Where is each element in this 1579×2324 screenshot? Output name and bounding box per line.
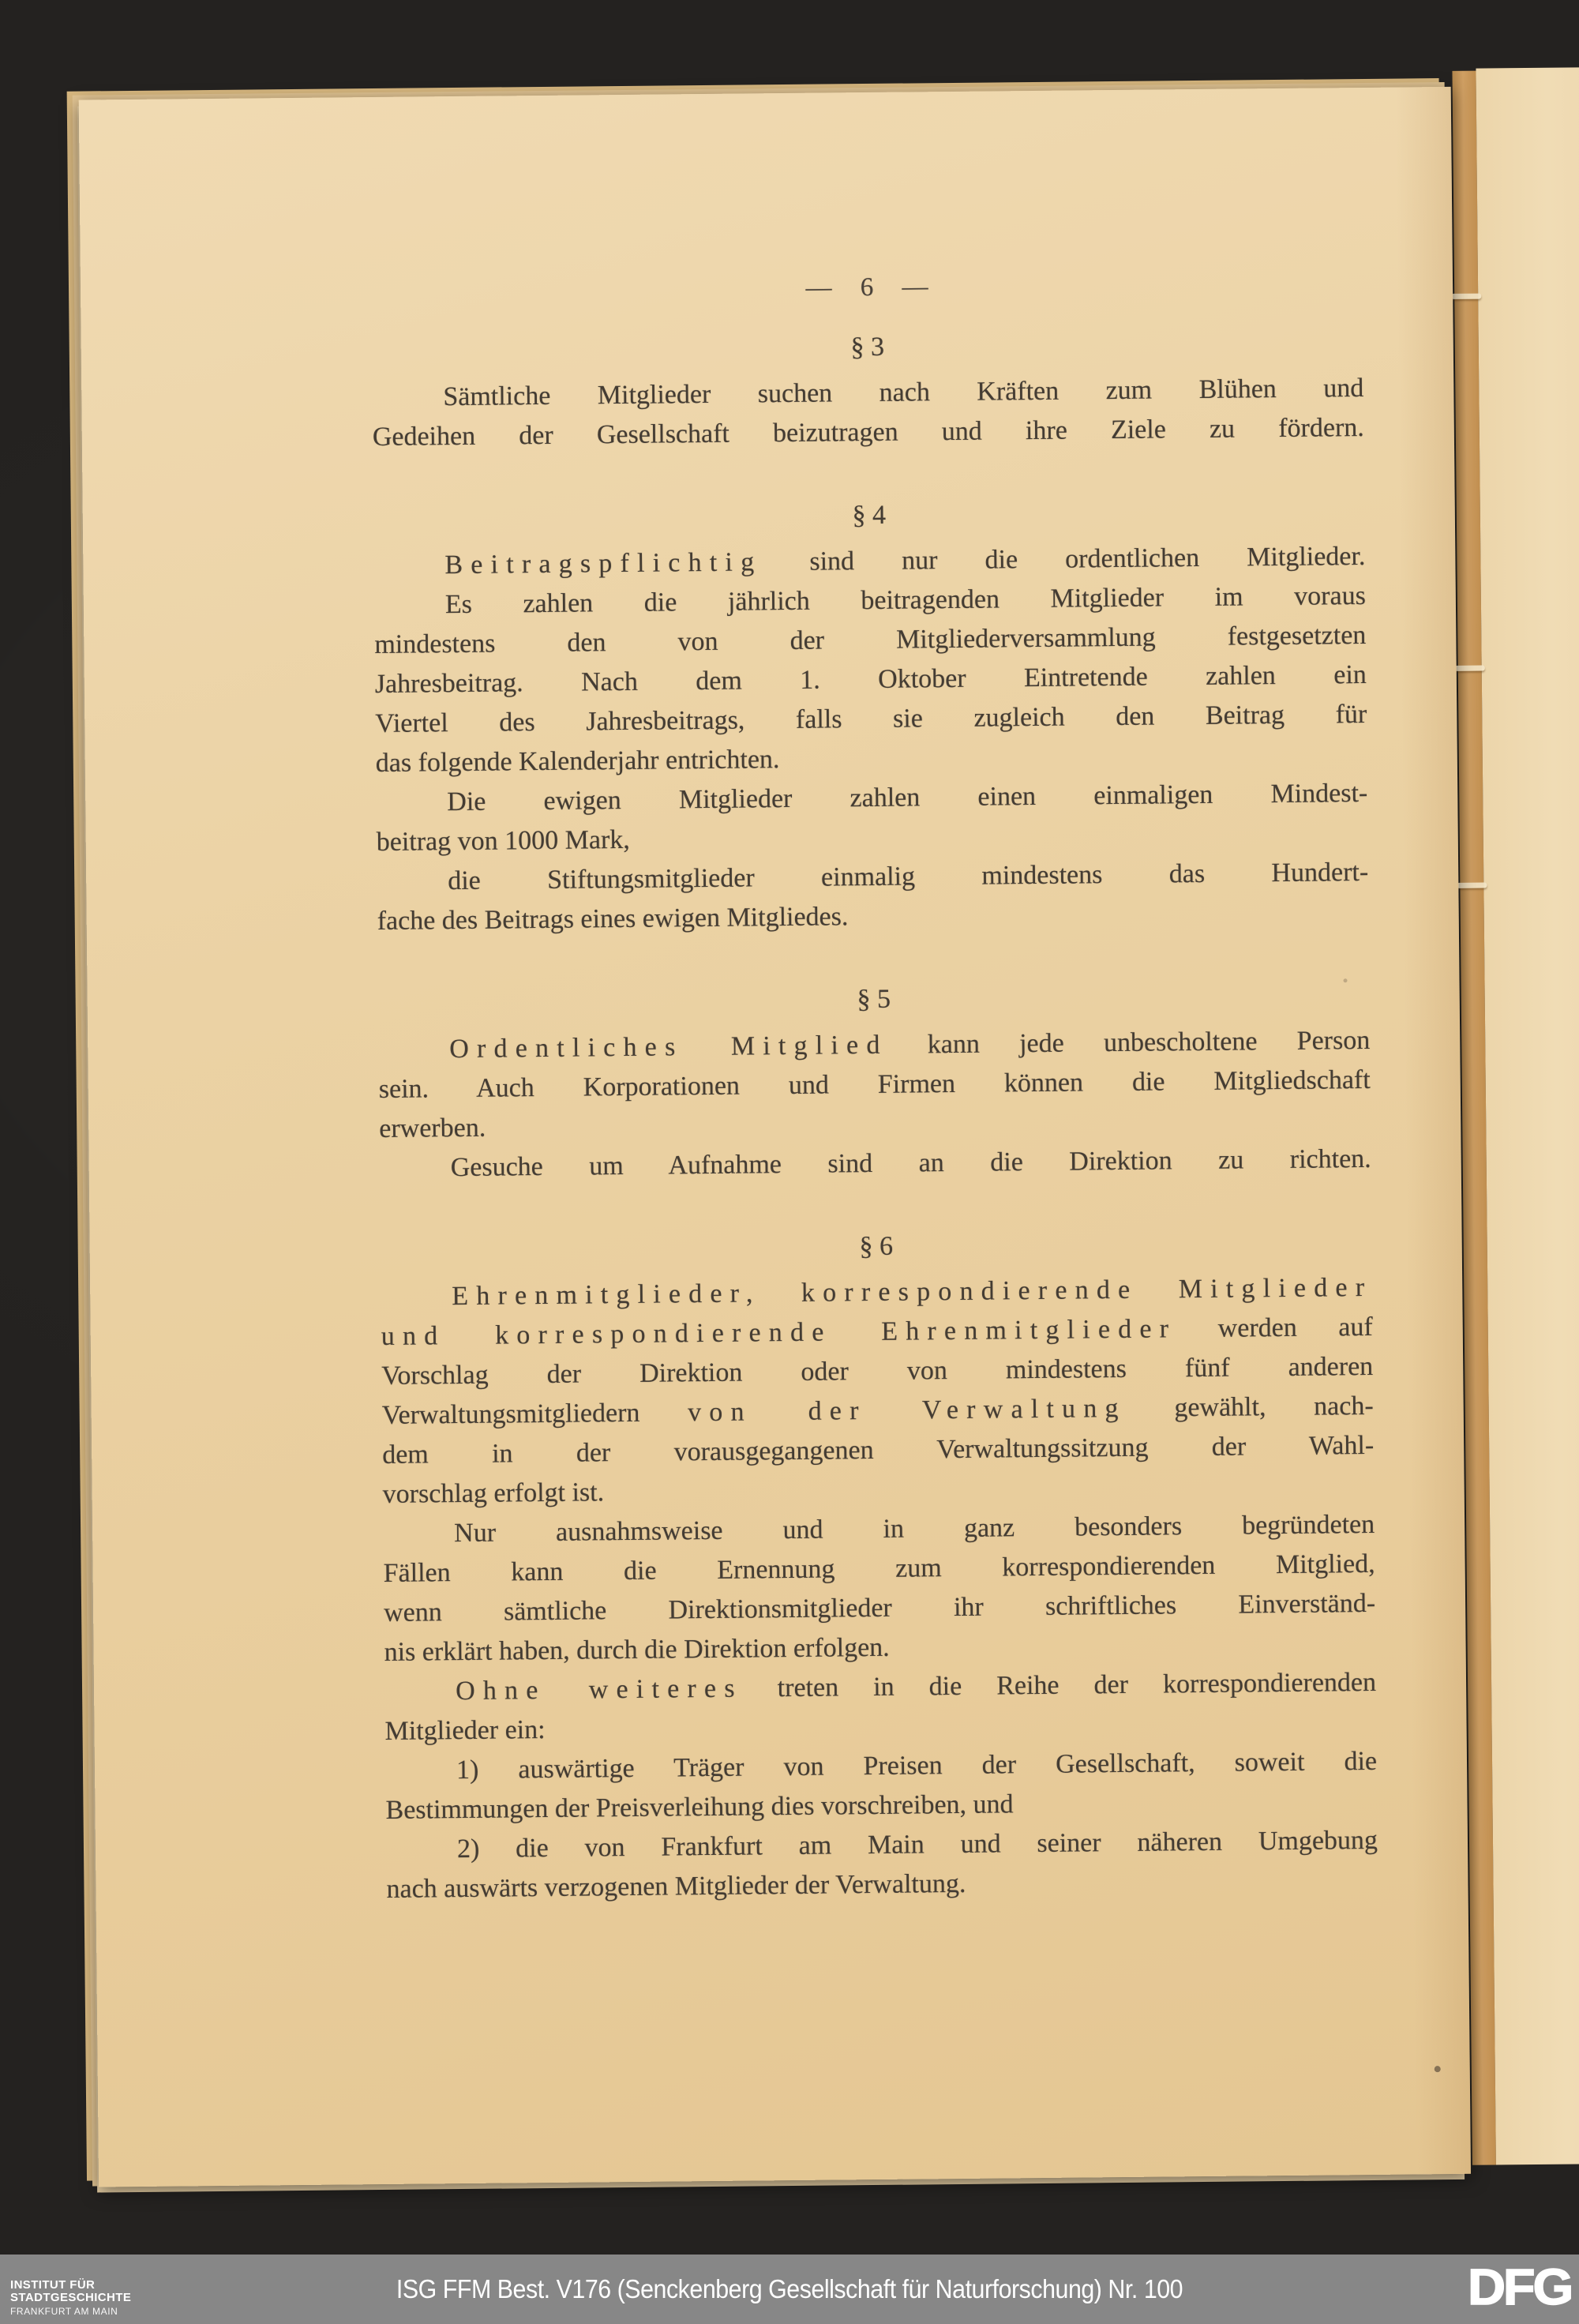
stitch-mark bbox=[1455, 666, 1485, 671]
text-segment: Die ewigen Mitglieder zahlen einen einmaligen Mindest- bbox=[447, 778, 1368, 817]
text-line bbox=[380, 1139, 1371, 1188]
sections-container bbox=[372, 323, 1378, 1909]
text-segment: Viertel des Jahresbeitrags, falls sie zugleich den Beitrag für bbox=[375, 699, 1367, 739]
text-segment: treten in die Reihe der korrespondierenden bbox=[742, 1667, 1377, 1703]
ink-speck bbox=[1435, 2066, 1441, 2072]
text-segment: fache des Beitrags eines ewigen Mitgliedes. bbox=[377, 902, 849, 937]
text-segment: nach auswärts verzogenen Mitglieder der Verwaltung. bbox=[386, 1868, 966, 1904]
text-segment: und korrespondierende Ehrenmitglieder bbox=[381, 1314, 1177, 1351]
text-segment: beitrag von 1000 Mark, bbox=[376, 824, 630, 858]
institute-line: FRANKFURT AM MAIN bbox=[10, 2306, 118, 2317]
text-segment: Vorschlag der Direktion oder von mindestens fünf anderen bbox=[381, 1351, 1374, 1391]
text-segment: Es zahlen die jährlich beitragenden Mitglieder im voraus bbox=[444, 580, 1367, 620]
text-segment: Sämtliche Mitglieder suchen nach Kräften zum Blühen und bbox=[443, 373, 1364, 412]
text-segment: 1) auswärtige Träger von Preisen der Gesellschaft, soweit die bbox=[456, 1746, 1378, 1785]
text-segment: vorschlag erfolgt ist. bbox=[382, 1477, 605, 1509]
text-segment: Bestimmungen der Preisverleihung dies vorschreiben, und bbox=[385, 1789, 1014, 1825]
text-segment: dem in der vorausgegangenen Verwaltungssitzung der Wahl- bbox=[382, 1430, 1375, 1470]
text-segment: nis erklärt haben, durch die Direktion erfolgen. bbox=[384, 1632, 890, 1667]
footer-bar bbox=[0, 2255, 1579, 2324]
text-line bbox=[377, 892, 1368, 941]
text-segment: Gesuche um Aufnahme sind an die Direktion zu richten. bbox=[450, 1143, 1371, 1183]
text-line bbox=[386, 1860, 1378, 1909]
text-segment: sein. Auch Korporationen und Firmen können die Mitgliedschaft bbox=[378, 1064, 1371, 1104]
text-segment: werden auf bbox=[1176, 1312, 1373, 1344]
text-segment: sind nur die ordentlichen Mitglieder. bbox=[762, 541, 1366, 577]
text-segment: Ehrenmitglieder, korrespondierende Mitglieder bbox=[452, 1272, 1373, 1312]
archive-reference: ISG FFM Best. V176 (Senckenberg Gesellschaft für Naturforschung) Nr. 100 bbox=[396, 2274, 1183, 2303]
text-segment: mindestens den von der Mitgliederversammlung festgesetzten bbox=[374, 620, 1367, 660]
text-segment: Gedeihen der Gesellschaft beizutragen und ihre Ziele zu fördern. bbox=[372, 412, 1364, 452]
section-heading: § 5 bbox=[857, 984, 891, 1015]
institute-line: INSTITUT FÜR bbox=[10, 2278, 96, 2292]
text-segment: Ordentliches Mitglied bbox=[449, 1030, 888, 1064]
text-segment: gewählt, nach- bbox=[1126, 1391, 1374, 1423]
page-number: — 6 — bbox=[805, 272, 928, 302]
document-page bbox=[79, 87, 1471, 2187]
text-segment: von der Verwaltung bbox=[687, 1393, 1127, 1428]
text-segment: die Stiftungsmitglieder einmalig mindestens das Hundert- bbox=[448, 857, 1369, 896]
page-text-block bbox=[371, 263, 1378, 1909]
text-segment: erwerben. bbox=[379, 1113, 486, 1143]
stitch-mark bbox=[1451, 294, 1481, 299]
text-segment: Ohne weiteres bbox=[455, 1673, 743, 1706]
dfg-logo: DFG bbox=[1467, 2258, 1571, 2316]
text-segment: Verwaltungsmitgliedern bbox=[381, 1398, 688, 1430]
institute-line: STADTGESCHICHTE bbox=[10, 2291, 132, 2304]
text-line bbox=[373, 408, 1364, 457]
stitch-mark bbox=[1457, 883, 1487, 888]
text-segment: das folgende Kalenderjahr entrichten. bbox=[375, 745, 780, 779]
section-heading: § 6 bbox=[859, 1231, 894, 1262]
text-segment: kann jede unbescholtene Person bbox=[887, 1025, 1371, 1060]
text-segment: Nur ausnahmsweise und in ganz besonders begründeten bbox=[454, 1509, 1375, 1549]
ink-speck bbox=[1343, 978, 1347, 982]
text-segment: Fällen kann die Ernennung zum korrespondierenden Mitglied, bbox=[383, 1549, 1375, 1588]
text-segment: Beitragspflichtig bbox=[444, 547, 763, 580]
text-segment: Mitglieder ein: bbox=[384, 1715, 546, 1746]
section-heading: § 3 bbox=[850, 332, 885, 362]
text-segment: wenn sämtliche Direktionsmitglieder ihr schriftliches Einverständ- bbox=[383, 1588, 1376, 1628]
text-segment: 2) die von Frankfurt am Main und seiner näheren Umgebung bbox=[456, 1825, 1378, 1864]
text-segment: Jahresbeitrag. Nach dem 1. Oktober Eintretende zahlen ein bbox=[374, 659, 1367, 700]
section-heading: § 4 bbox=[852, 500, 887, 531]
